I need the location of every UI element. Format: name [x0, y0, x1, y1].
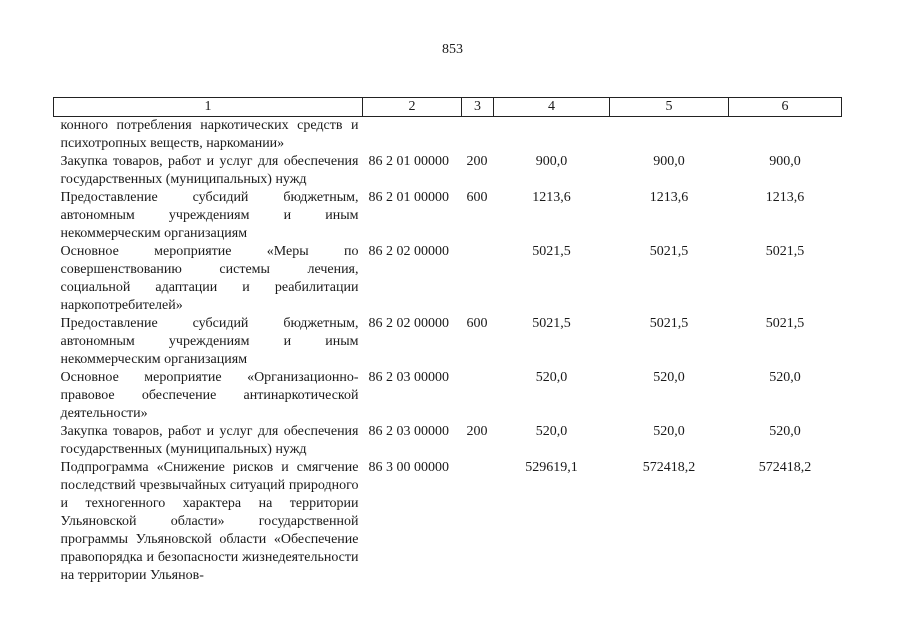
row-value-6 [729, 117, 842, 154]
row-name: Основное мероприятие «Меры по совершенствованию системы лечения, социальной адаптации и реабилитации наркопотребителей» [60, 244, 359, 313]
row-name: Предоставление субсидий бюджетным, автономным учреждениям и иным некоммерческим организациям [60, 190, 359, 241]
table-row [54, 243, 842, 315]
column-header-1: 1 [54, 98, 363, 117]
row-code: 86 2 03 00000 [368, 370, 449, 385]
row-value-5: 520,0 [653, 424, 685, 439]
row-code: 86 2 01 00000 [368, 190, 449, 205]
budget-table [53, 97, 842, 585]
row-value-4: 520,0 [535, 370, 568, 385]
row-value-5: 1213,6 [649, 190, 689, 205]
row-code [363, 117, 462, 154]
header-row [54, 98, 842, 117]
row-value-4: 1213,6 [532, 190, 571, 205]
table-row [54, 189, 842, 243]
row-value-6: 1213,6 [765, 190, 805, 205]
column-header-6: 6 [729, 98, 842, 117]
column-header-2: 2 [363, 98, 462, 117]
row-value-5: 5021,5 [649, 244, 689, 259]
row-expense-type [462, 369, 494, 423]
table-row [54, 423, 842, 459]
table-row [54, 369, 842, 423]
row-value-4 [494, 117, 610, 154]
row-name: Закупка товаров, работ и услуг для обеспечения государственных (муниципальных) нужд [60, 154, 359, 187]
row-value-4: 5021,5 [532, 244, 571, 259]
row-value-4: 900,0 [535, 154, 568, 169]
row-code: 86 3 00 00000 [368, 460, 449, 475]
row-value-5 [610, 117, 729, 154]
row-code: 86 2 02 00000 [368, 316, 449, 331]
row-value-5: 900,0 [653, 154, 685, 169]
row-name: Предоставление субсидий бюджетным, автономным учреждениям и иным некоммерческим организациям [60, 316, 359, 367]
row-code: 86 2 02 00000 [368, 244, 449, 259]
row-value-6: 5021,5 [765, 244, 805, 259]
column-header-4: 4 [494, 98, 610, 117]
row-code: 86 2 03 00000 [368, 424, 449, 439]
table-row [54, 459, 842, 585]
row-value-5: 572418,2 [642, 460, 696, 475]
row-expense-type [462, 459, 494, 585]
row-expense-type [462, 243, 494, 315]
row-value-6: 572418,2 [758, 460, 812, 475]
page-number: 853 [442, 42, 463, 57]
row-expense-type [462, 117, 494, 154]
row-value-6: 520,0 [769, 424, 801, 439]
row-value-4: 529619,1 [525, 460, 578, 475]
column-header-5: 5 [610, 98, 729, 117]
row-name: Подпрограмма «Снижение рисков и смягчение последствий чрезвычайных ситуаций природного и техногенного характера на территории Ульяновской области» государственной программы Ульяновской области «Обеспечение правопорядка и безопасности жизнедеятельности на территории Ульянов- [60, 460, 359, 583]
row-value-4: 5021,5 [532, 316, 571, 331]
row-value-6: 5021,5 [765, 316, 805, 331]
row-expense-type: 600 [466, 316, 488, 331]
row-value-4: 520,0 [535, 424, 568, 439]
row-code: 86 2 01 00000 [368, 154, 449, 169]
table-row [54, 153, 842, 189]
row-value-6: 900,0 [769, 154, 801, 169]
row-name: Закупка товаров, работ и услуг для обеспечения государственных (муниципальных) нужд [60, 424, 359, 457]
row-expense-type: 200 [466, 424, 488, 439]
table-row [54, 117, 842, 154]
row-value-5: 520,0 [653, 370, 685, 385]
column-header-3: 3 [462, 98, 494, 117]
row-name: конного потребления наркотических средств и психотропных веществ, наркомании» [60, 118, 359, 151]
row-name: Основное мероприятие «Организационно-правовое обеспечение антинаркотической деятельности» [60, 370, 359, 421]
row-value-5: 5021,5 [649, 316, 689, 331]
row-expense-type: 600 [466, 190, 488, 205]
table-row [54, 315, 842, 369]
row-value-6: 520,0 [769, 370, 801, 385]
row-expense-type: 200 [466, 154, 488, 169]
